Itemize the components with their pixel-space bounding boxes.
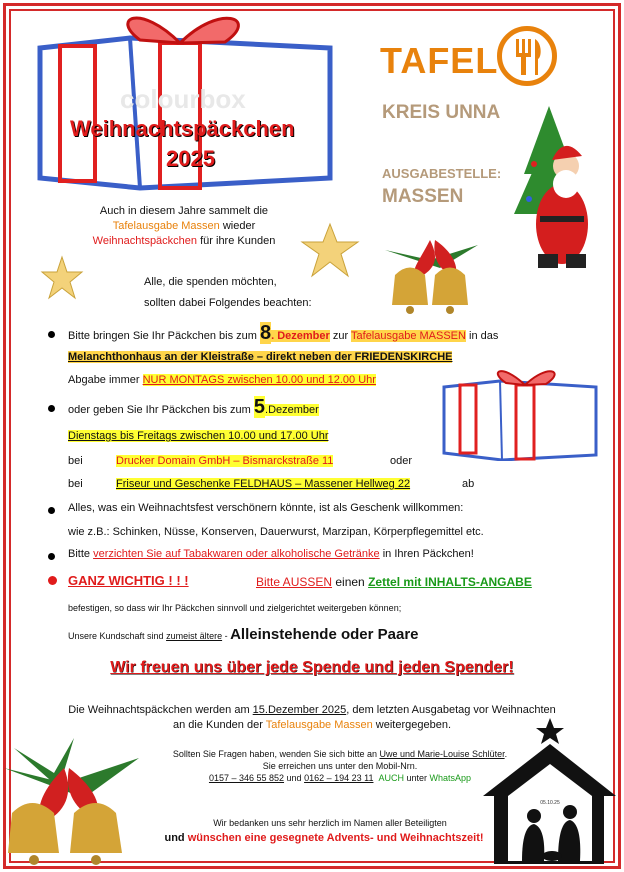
item3-line-2: wie z.B.: Schinken, Nüsse, Konserven, Dauerwurst, Marzipan, Körperpflegemittel etc.: [68, 526, 484, 538]
watermark-text: colourbox: [120, 84, 246, 114]
shop2-text: Friseur und Geschenke FELDHAUS – Massener Hellweg 22: [116, 478, 411, 490]
intro-tafelausgabe: Tafelausgabe Massen: [112, 220, 220, 232]
item2-bei-2: bei: [68, 478, 83, 490]
kundschaft-line: [68, 626, 419, 643]
item2-line-1: [68, 396, 319, 419]
pack-date: 15.Dezember 2025: [252, 704, 347, 716]
einen-text: einen: [332, 575, 369, 589]
nativity-date: 05.10.25: [540, 800, 560, 806]
item3-line-1: Alles, was ein Weihnachtsfest verschönern könnte, ist als Geschenk willkommen:: [68, 502, 464, 514]
item2-ab: ab: [462, 478, 475, 490]
alle-text: [144, 272, 312, 314]
title-line-1: Weihnachtspäckchen: [70, 116, 295, 141]
item1-text1: Bitte bringen Sie Ihr Päckchen bis zum: [68, 330, 260, 342]
logo-tafel: TAFEL: [380, 40, 499, 81]
alleinstehende-text: Alleinstehende oder Paare: [230, 626, 419, 643]
pack-l1a: Die Weihnachtspäckchen werden am: [68, 704, 253, 716]
abgabe-times: NUR MONTAGS zwischen 10.00 und 12.00 Uhr: [142, 374, 376, 386]
pack-tafelausgabe: Tafelausgabe Massen: [265, 719, 373, 731]
star-icon: [300, 222, 360, 278]
auch-text: AUCH: [378, 773, 404, 783]
item2-day: 5: [253, 396, 266, 418]
bells-bottom-illustration: [4, 728, 144, 868]
address-highlight: Melanchthonhaus an der Kleistraße – direkt neben der FRIEDENSKIRCHE: [68, 351, 453, 363]
star-icon: [40, 255, 84, 301]
item2-month: .Dezember: [265, 404, 319, 416]
danke-und: und: [164, 832, 188, 844]
fork-knife-icon: [497, 26, 557, 86]
item1-abgabe: [68, 374, 376, 386]
phone-1[interactable]: 0157 – 346 55 852: [208, 773, 285, 783]
kund2: zumeist ältere: [166, 631, 223, 641]
item1-month: . Dezember: [271, 330, 330, 342]
pack-l2a: an die Kunden der: [172, 719, 266, 731]
abgabe-label: Abgabe immer: [68, 374, 143, 386]
fragen-l1a: Sollten Sie Fragen haben, wenden Sie sich bitte an: [172, 749, 380, 759]
intro-weihnachtspaeckchen: Weihnachtspäckchen: [92, 235, 198, 247]
logo-kreis-unna: KREIS UNNA: [382, 102, 501, 123]
intro-line-1: Auch in diesem Jahre sammelt die: [99, 205, 269, 217]
bells-illustration: [380, 220, 486, 320]
fragen-und: und: [284, 773, 305, 783]
kund3: -: [222, 631, 231, 641]
zettel-text: Zettel mit INHALTS-ANGABE: [368, 575, 532, 589]
fragen-l2: Sie erreichen uns unter den Mobil-Nrn.: [262, 761, 418, 771]
item4-verzichten: verzichten Sie auf Tabakwaren oder alkoholische Getränke: [93, 548, 380, 560]
pack-l1c: , dem letzten Ausgabetag vor Weihnachten: [346, 704, 556, 716]
item1-place: Tafelausgabe MASSEN: [351, 330, 466, 342]
item2-times: [68, 430, 328, 442]
item2-oder: oder: [390, 455, 413, 467]
bullet-point-red: [48, 576, 57, 585]
unter-text: unter: [404, 773, 430, 783]
gift-box-small-illustration: [440, 365, 600, 461]
danke-line-2: [134, 832, 514, 844]
item2-times-text: Dienstags bis Freitags zwischen 10.00 und 17.00 Uhr: [68, 430, 329, 442]
item1-text3: in das: [465, 330, 499, 342]
pack-l2c: weitergegeben.: [372, 719, 452, 731]
alle-line-2: sollten dabei Folgendes beachten:: [144, 297, 312, 309]
freuen-headline: Wir freuen uns über jede Spende und jeden Spender!: [110, 659, 514, 676]
item1-address: [68, 351, 452, 363]
title-line-2: 2025: [166, 146, 215, 171]
bullet-point: [48, 405, 55, 412]
bullet-point: [48, 331, 55, 338]
item1-day: 8: [259, 322, 272, 344]
bitte-aussen: Bitte AUSSEN: [256, 575, 333, 589]
danke-wuensche: wünschen eine gesegnete Advents- und Weihnachtszeit!: [187, 832, 484, 844]
intro-kunden: für ihre Kunden: [197, 235, 276, 247]
item2-shop2: [116, 478, 410, 490]
wichtig-line: [256, 575, 532, 589]
intro-wieder: wieder: [219, 220, 256, 232]
fragen-l1c: .: [504, 749, 508, 759]
kund1: Unsere Kundschaft sind: [68, 631, 167, 641]
intro-text: [64, 204, 304, 249]
item2-text1: oder geben Sie Ihr Päckchen bis zum: [68, 404, 254, 416]
befestigen-text: befestigen, so dass wir Ihr Päckchen sinnvoll und zielgerichtet weitergeben können;: [68, 603, 402, 613]
item2-bei-1: bei: [68, 455, 83, 467]
ausgabestelle-massen: MASSEN: [382, 186, 464, 207]
santa-illustration: [494, 104, 604, 279]
phone-2[interactable]: 0162 – 194 23 11: [304, 773, 374, 783]
bullet-point: [48, 553, 55, 560]
ausgabestelle-label: AUSGABESTELLE:: [382, 166, 502, 181]
nativity-silhouette-illustration: [478, 716, 618, 868]
item4-line: [68, 548, 474, 560]
ganz-wichtig: GANZ WICHTIG ! ! !: [68, 573, 189, 588]
item4-text1: Bitte: [68, 548, 94, 560]
alle-line-1: Alle, die spenden möchten,: [144, 276, 277, 288]
item1-text2: zur: [329, 330, 352, 342]
contact-names: Uwe und Marie-Louise Schlüter: [379, 749, 505, 759]
item1-line-1: [68, 322, 498, 345]
item4-text3: in Ihren Päckchen!: [379, 548, 474, 560]
bullet-point: [48, 507, 55, 514]
shop1-text: Drucker Domain GmbH – Bismarckstraße 11: [116, 455, 334, 467]
whatsapp-text: WhatsApp: [429, 773, 472, 783]
danke-line-1: Wir bedanken uns sehr herzlich im Namen aller Beteiligten: [213, 818, 447, 828]
item2-shop1: [116, 455, 333, 467]
